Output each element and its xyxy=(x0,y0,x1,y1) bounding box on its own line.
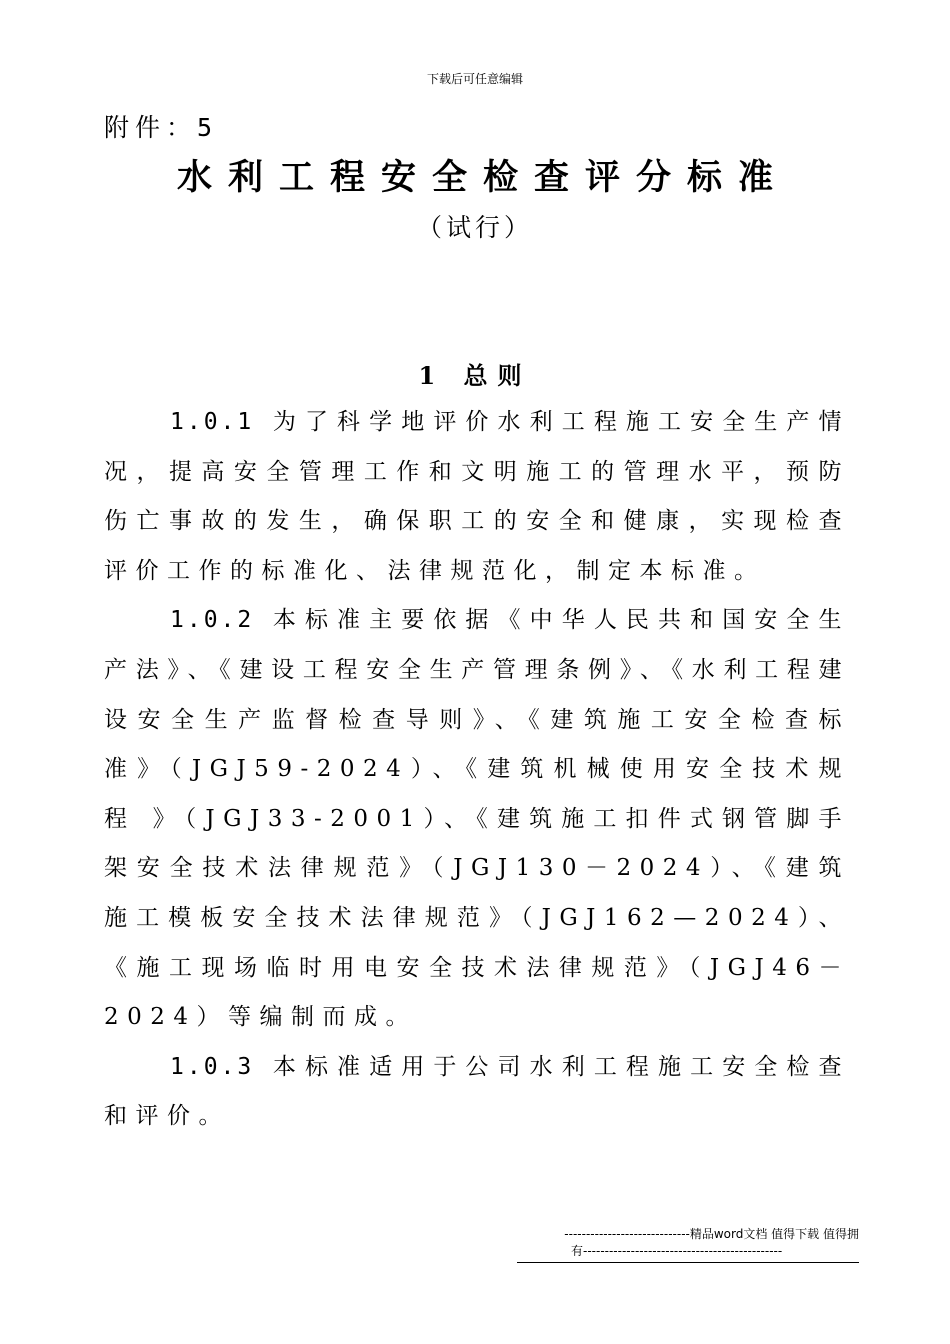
paragraph-text: 为了科学地评价水利工程施工安全生产情况，提高安全管理工作和文明施工的管理水平，预防伤亡事故的发生，确保职工的安全和健康，实现检查评价工作的标准化、法律规范化，制定本标准。 xyxy=(104,409,850,584)
header-note: 下载后可任意编辑 xyxy=(426,72,523,86)
paragraph-1-0-2 xyxy=(104,596,850,1042)
document-title: 水利工程安全检查评分标准 xyxy=(176,157,789,198)
footer-divider xyxy=(517,1262,859,1263)
paragraph-number: 1.0.3 xyxy=(170,1053,255,1080)
paragraph-number: 1.0.1 xyxy=(170,409,255,435)
attachment-label xyxy=(104,108,212,144)
attachment-text: 附件： xyxy=(104,113,198,142)
paragraph-1-0-1 xyxy=(104,398,850,596)
paragraph-text: 本标准适用于公司水利工程施工安全检查和评价。 xyxy=(104,1053,850,1130)
section-heading: 1 总则 xyxy=(418,361,532,390)
attachment-number: 5 xyxy=(197,113,213,142)
paragraph-1-0-3 xyxy=(104,1043,850,1142)
footer-line-2: 有---------------------------------------------- xyxy=(571,1244,783,1258)
paragraph-text: 本标准主要依据《中华人民共和国安全生产法》、《建设工程安全生产管理条例》、《水利工程建设安全生产监督检查导则》、《建筑施工安全检查标准》（JGJ59-2024）、《建筑机械使用安全技术规程 》（JGJ33-2001）、《建筑施工扣件式钢管脚手架安全技术法律规范》（JGJ130－2024）、《建筑施工模板安全技术法律规范》（JGJ162—2024）、《施工现场临时用电安全技术法律规范》（JGJ46－2024）等编制而成。 xyxy=(104,607,850,1031)
document-subtitle: （试行） xyxy=(416,213,533,242)
paragraph-number: 1.0.2 xyxy=(170,607,255,634)
document-body xyxy=(104,398,850,1142)
footer-line-1: -----------------------------精品word文档 值得下载 值得拥 xyxy=(564,1227,859,1241)
footer-note xyxy=(517,1225,859,1263)
